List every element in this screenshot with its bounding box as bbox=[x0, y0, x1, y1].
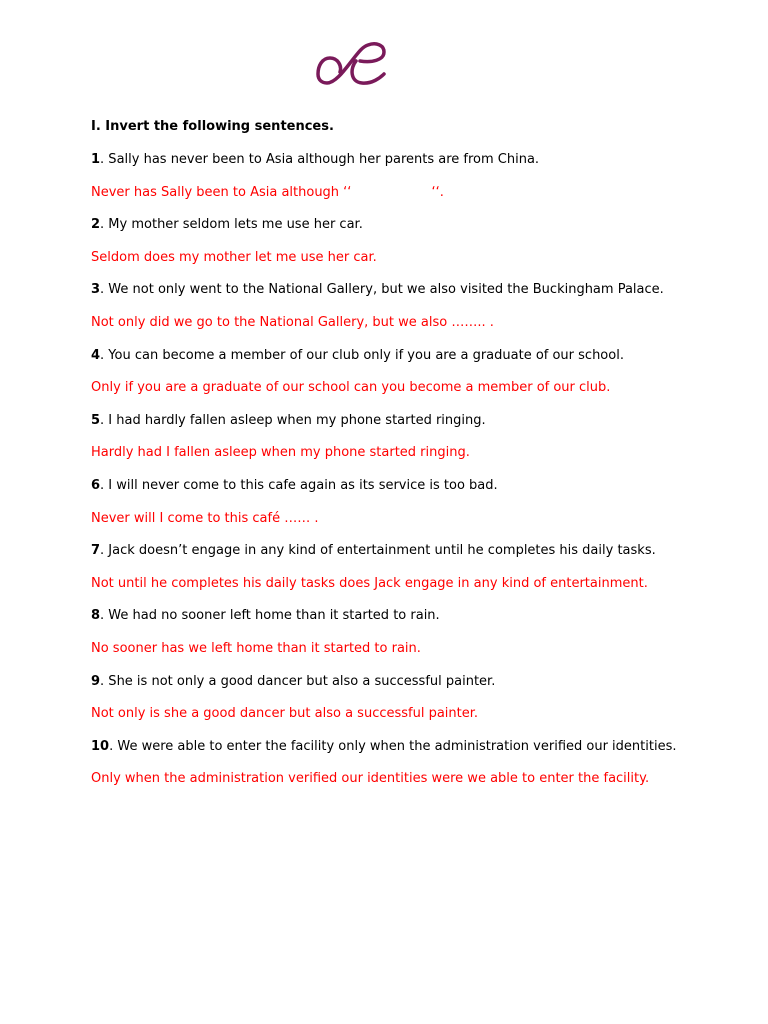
question-number: 2 bbox=[91, 217, 101, 233]
answer-sentence: Not only is she a good dancer but also a successful painter. bbox=[91, 706, 479, 722]
question-number: 9 bbox=[91, 673, 101, 689]
question-sentence bbox=[91, 150, 751, 183]
question-text: . I will never come to this cafe again as its service is too bad. bbox=[100, 477, 498, 493]
exercise-item-1 bbox=[91, 150, 751, 215]
answer-text-before-gap: Never has Sally been to Asia although ‘‘ bbox=[91, 184, 352, 200]
exercise-item-4 bbox=[91, 346, 751, 411]
question-sentence bbox=[91, 411, 751, 444]
question-sentence bbox=[91, 346, 751, 379]
answer-sentence: Never will I come to this café …… . bbox=[91, 510, 319, 526]
answer-sentence: Not only did we go to the National Gallery, but we also …….. . bbox=[91, 314, 494, 330]
exercise-item-5 bbox=[91, 411, 751, 476]
answer-sentence: Hardly had I fallen asleep when my phone started ringing. bbox=[91, 445, 470, 461]
exercise-sheet bbox=[91, 117, 751, 802]
answer-sentence: Not until he completes his daily tasks does Jack engage in any kind of entertainment. bbox=[91, 575, 648, 591]
question-text: . You can become a member of our club only if you are a graduate of our school. bbox=[100, 347, 624, 363]
question-number: 7 bbox=[91, 543, 101, 559]
question-text: . Jack doesn’t engage in any kind of entertainment until he completes his daily tasks. bbox=[100, 543, 656, 559]
exercise-item-2 bbox=[91, 215, 751, 280]
question-sentence bbox=[91, 476, 751, 509]
question-sentence bbox=[91, 606, 751, 639]
question-number: 8 bbox=[91, 608, 101, 624]
answer-sentence: No sooner has we left home than it started to rain. bbox=[91, 640, 421, 656]
question-text: . Sally has never been to Asia although her parents are from China. bbox=[100, 152, 540, 167]
question-text: . She is not only a good dancer but also a successful painter. bbox=[100, 673, 496, 689]
question-number: 5 bbox=[91, 412, 101, 428]
question-number: 10 bbox=[91, 738, 110, 754]
question-number: 3 bbox=[91, 282, 101, 298]
answer-sentence: Only if you are a graduate of our school can you become a member of our club. bbox=[91, 380, 611, 396]
question-text: . We were able to enter the facility only when the administration verified our identities. bbox=[109, 738, 677, 754]
question-number: 4 bbox=[91, 347, 101, 363]
question-text: . We not only went to the National Gallery, but we also visited the Buckingham Palace. bbox=[100, 282, 664, 298]
question-sentence bbox=[91, 215, 751, 248]
exercise-item-6 bbox=[91, 476, 751, 541]
exercise-heading: I. Invert the following sentences. bbox=[91, 119, 334, 134]
question-sentence bbox=[91, 672, 751, 705]
question-number: 1 bbox=[91, 152, 101, 167]
answer-sentence: Only when the administration verified our identities were we able to enter the facility. bbox=[91, 771, 650, 787]
exercise-item-7 bbox=[91, 541, 751, 606]
answer-sentence: Seldom does my mother let me use her car. bbox=[91, 249, 377, 265]
question-sentence bbox=[91, 737, 751, 770]
question-text: . I had hardly fallen asleep when my phone started ringing. bbox=[100, 412, 486, 428]
question-number: 6 bbox=[91, 477, 101, 493]
question-sentence bbox=[91, 541, 751, 574]
exercise-item-3 bbox=[91, 280, 751, 345]
exercise-item-9 bbox=[91, 672, 751, 737]
answer-sentence bbox=[91, 183, 751, 216]
ae-ligature-logo-icon bbox=[316, 38, 388, 86]
question-sentence bbox=[91, 280, 751, 313]
answer-text-after-gap: ‘‘. bbox=[431, 184, 444, 200]
question-text: . We had no sooner left home than it started to rain. bbox=[100, 608, 440, 624]
exercise-item-8 bbox=[91, 606, 751, 671]
exercise-item-10 bbox=[91, 737, 751, 802]
question-text: . My mother seldom lets me use her car. bbox=[100, 217, 363, 233]
